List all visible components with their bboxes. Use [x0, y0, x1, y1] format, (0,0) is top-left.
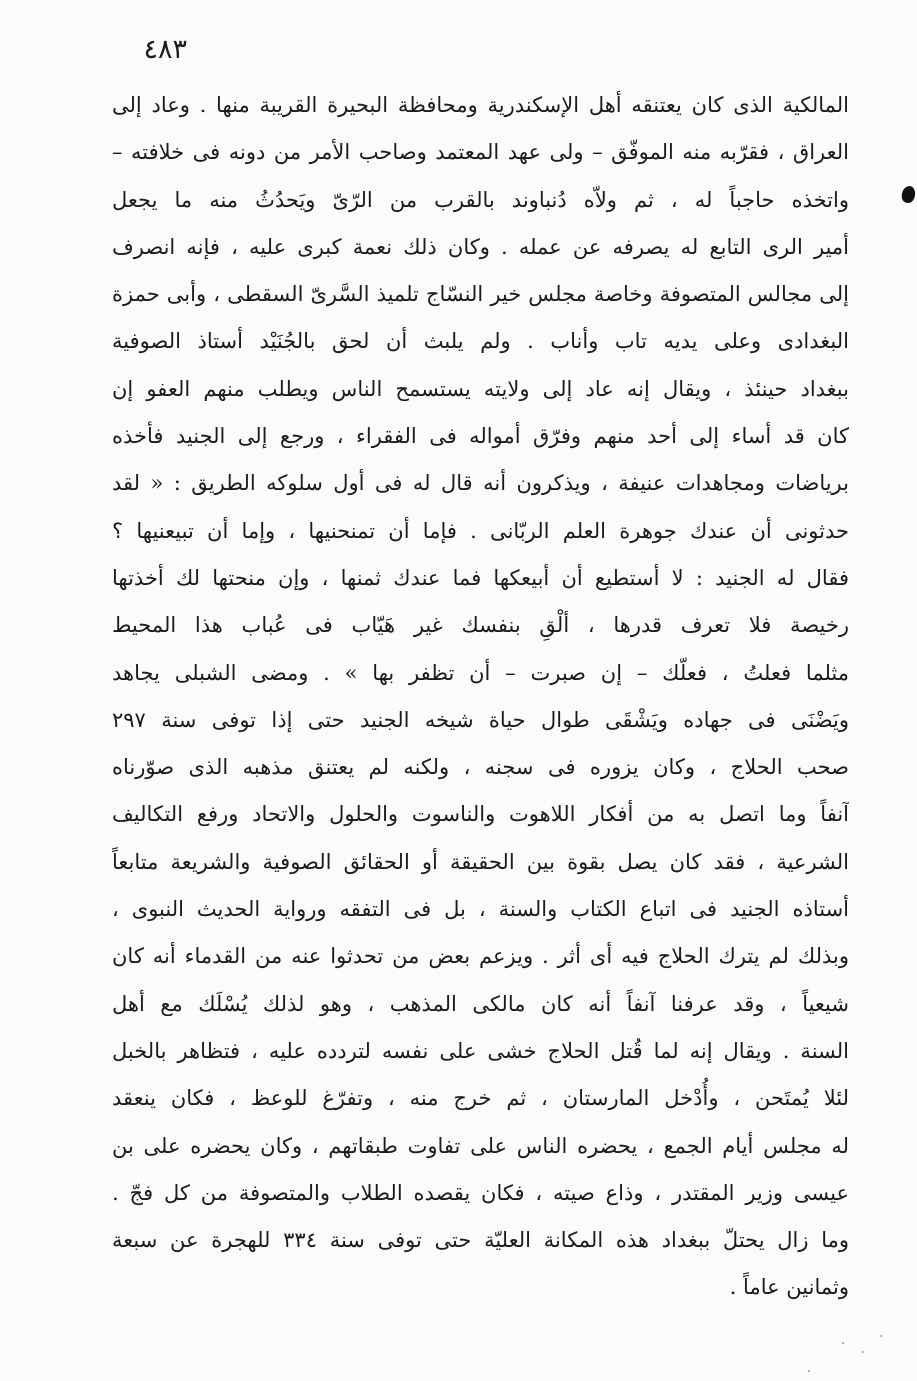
text-line: له مجلس أيام الجمع ، يحضره الناس على تفاوت طبقاتهم ، وكان يحضره على بن	[112, 1133, 849, 1158]
paper-speck	[862, 1351, 864, 1353]
text-line: لئلا يُمتَحن ، وأُدْخل المارستان ، ثم خرج منه ، وتفرّغ للوعظ ، فكان ينعقد	[112, 1086, 849, 1111]
paper-speck	[808, 1370, 810, 1372]
text-line: صحب الحلاج ، وكان يزوره فى سجنه ، ولكنه لم يعتنق مذهبه الذى صوّرناه	[112, 755, 849, 780]
text-line: الشرعية ، فقد كان يصل بقوة بين الحقيقة أو الحقائق الصوفية والشريعة متابعاً	[112, 849, 849, 874]
text-line: ببغداد حينئذ ، ويقال إنه عاد إلى ولايته يستسمح الناس ويطلب منهم العفو إن	[112, 376, 849, 401]
text-line: كان قد أساء إلى أحد منهم وفرّق أمواله فى الفقراء ، ورجع إلى الجنيد فأخذه	[112, 424, 849, 449]
text-line: حدثونى أن عندك جوهرة العلم الربّانى . فإما أن تمنحنيها ، وإما أن تبيعنيها ؟	[112, 518, 849, 543]
paper-speck	[880, 1335, 882, 1337]
text-line: آنفاً وما اتصل به من أفكار اللاهوت والناسوت والحلول والاتحاد ورفع التكاليف	[112, 802, 849, 827]
text-line: شيعياً ، وقد عرفنا آنفاً أنه كان مالكى المذهب ، وهو لذلك يُسْلَك مع أهل	[112, 991, 849, 1016]
text-line: عيسى وزير المقتدر ، وذاع صيته ، فكان يقصده الطلاب والمتصوفة من كل فجّ .	[112, 1180, 849, 1205]
text-line: السنة . ويقال إنه لما قُتل الحلاج خشى على نفسه لتردده عليه ، فتظاهر بالخبل	[112, 1038, 849, 1063]
text-line: وما زال يحتلّ ببغداد هذه المكانة العليّة حتى توفى سنة ٣٣٤ للهجرة عن سبعة	[112, 1228, 849, 1253]
text-line: رخيصة فلا تعرف قدرها ، ألْقِ بنفسك غير هَيّاب فى عُباب هذا المحيط	[112, 613, 849, 638]
text-line: مثلما فعلتُ ، فعلّك – إن صبرت – أن تظفر بها » . ومضى الشبلى يجاهد	[112, 660, 849, 685]
body-text	[112, 82, 849, 1312]
text-line: فقال له الجنيد : لا أستطيع أن أبيعكها فما عندك ثمنها ، وإن منحتها لك أخذتها	[112, 565, 849, 590]
page-number: ٤٨٣	[143, 34, 187, 65]
text-line: إلى مجالس المتصوفة وخاصة مجلس خير النسّاج تلميذ السَّرىّ السقطى ، وأبى حمزة	[112, 282, 849, 307]
text-line: وبذلك لم يترك الحلاج فيه أى أثر . ويزعم بعض من تحدثوا عنه من القدماء أنه كان	[112, 944, 849, 969]
paper-speck	[842, 1342, 844, 1344]
text-line: أستاذه الجنيد فى اتباع الكتاب والسنة ، بل فى التفقه ورواية الحديث النبوى ،	[112, 897, 849, 922]
text-line: أمير الرى التابع له يصرفه عن عمله . وكان ذلك نعمة كبرى عليه ، فإنه انصرف	[112, 234, 849, 259]
text-line: واتخذه حاجباً له ، ثم ولاّه دُنباوند بالقرب من الرّىّ ويَحدُثُ منه ما يجعل	[112, 187, 849, 212]
text-line: ويَضْنَى فى جهاده ويَشْقَى طوال حياة شيخه الجنيد حتى إذا توفى سنة ٢٩٧	[112, 707, 849, 732]
text-line: المالكية الذى كان يعتنقه أهل الإسكندرية ومحافظة البحيرة القريبة منها . وعاد إلى	[112, 93, 849, 117]
text-line: البغدادى وعلى يديه تاب وأناب . ولم يلبث أن لحق بالجُنَيْد أستاذ الصوفية	[112, 329, 849, 354]
margin-ink-mark	[900, 185, 916, 204]
text-line: برياضات ومجاهدات عنيفة ، ويذكرون أنه قال له فى أول سلوكه الطريق : « لقد	[112, 471, 849, 496]
text-line: العراق ، فقرّبه منه الموفّق – ولى عهد المعتمد وصاحب الأمر من دونه فى خلافته –	[112, 140, 849, 165]
text-line-final: وثمانين عاماً .	[729, 1275, 849, 1300]
